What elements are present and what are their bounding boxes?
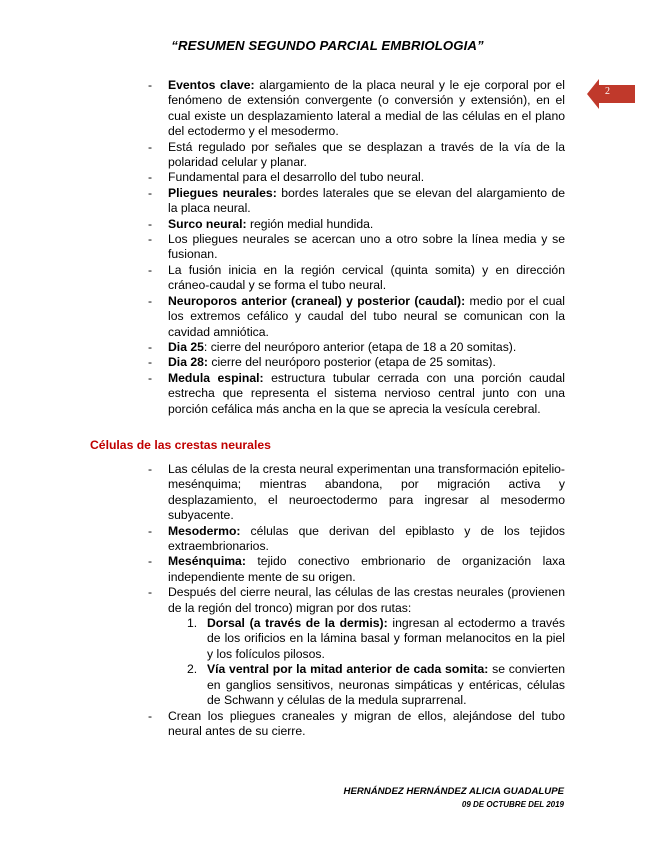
- numbered-list: [168, 616, 565, 708]
- list-item: - Mesénquima: tejido conectivo embrionario de organización laxa independiente mente de su origen.: [145, 554, 565, 585]
- list-item: - Mesodermo: células que derivan del epiblasto y de los tejidos extraembrionarios.: [145, 524, 565, 555]
- list-item: - Surco neural: región medial hundida.: [145, 217, 565, 232]
- numbered-item: 1. Dorsal (a través de la dermis): ingresan al ectodermo a través de los orificios en la lámina basal y forman melanocitos en la piel y los folículos pilosos.: [187, 616, 565, 661]
- footer-date: 09 DE OCTUBRE DEL 2019: [461, 800, 564, 809]
- arrow-left-icon: [587, 79, 635, 109]
- bullet-list: [145, 462, 565, 739]
- page-number: 2: [605, 86, 610, 97]
- list-item: - Dia 28: cierre del neuróporo posterior (etapa de 25 somitas).: [145, 355, 565, 370]
- list-item: - Crean los pliegues craneales y migran de ellos, alejándose del tubo neural antes de su cierre.: [145, 709, 565, 740]
- list-item: - Las células de la cresta neural experimentan una transformación epitelio-mesénquima; mientras abandona, por migración activa y desplazamiento, el neuroectodermo para ingresar al mesodermo subyacente.: [145, 462, 565, 524]
- list-item: - Medula espinal: estructura tubular cerrada con una porción caudal estrecha que representa el sistema nervioso central junto con una porción cefálica más ancha en la que se aprecia la vesícula cerebral.: [145, 371, 565, 417]
- section-heading: Células de las crestas neurales: [90, 438, 271, 452]
- section-neurulation: [145, 78, 565, 417]
- list-item: - Dia 25: cierre del neuróporo anterior (etapa de 18 a 20 somitas).: [145, 340, 565, 355]
- page-title: “RESUMEN SEGUNDO PARCIAL EMBRIOLOGIA”: [171, 38, 484, 53]
- list-item: - Los pliegues neurales se acercan uno a otro sobre la línea media y se fusionan.: [145, 232, 565, 263]
- bullet-list: [145, 78, 565, 417]
- list-item: - La fusión inicia en la región cervical (quinta somita) y en dirección cráneo-caudal y se forma el tubo neural.: [145, 263, 565, 294]
- section-neural-crest: [145, 462, 565, 739]
- numbered-item: 2. Vía ventral por la mitad anterior de cada somita: se convierten en ganglios sensitivos, neuronas simpáticas y entéricas, células de Schwann y células de la medula suprarrenal.: [187, 662, 565, 708]
- list-item: - Después del cierre neural, las células de las crestas neurales (provienen de la región del tronco) migran por dos rutas: 1. Dorsal (a través de la dermis): ingresan al ectodermo a través de los orificios en la lámina basal y forman melanocitos en la piel y los folículos pilosos. 2. Vía ventral por la mitad anterior de cada somita: se convierten en ganglios sensitivos, neuronas simpáticas y entéricas, células de Schwann y células de la medula suprarrenal.: [145, 585, 565, 708]
- list-item: - Pliegues neurales: bordes laterales que se elevan del alargamiento de la placa neural.: [145, 186, 565, 217]
- list-item: - Neuroporos anterior (craneal) y posterior (caudal): medio por el cual los extremos cefálico y caudal del tubo neural se comunican con la cavidad amniótica.: [145, 294, 565, 340]
- list-item: - Eventos clave: alargamiento de la placa neural y le eje corporal por el fenómeno de extensión convergente (o conversión y extensión), en el cual existe un desplazamiento lateral a medial de las células en el plano del ectodermo y el mesodermo.: [145, 78, 565, 140]
- list-item: - Fundamental para el desarrollo del tubo neural.: [145, 170, 565, 185]
- footer-author: HERNÁNDEZ HERNÁNDEZ ALICIA GUADALUPE: [343, 786, 564, 797]
- page-number-badge: [587, 79, 635, 109]
- list-item: - Está regulado por señales que se desplazan a través de la vía de la polaridad celular y planar.: [145, 140, 565, 171]
